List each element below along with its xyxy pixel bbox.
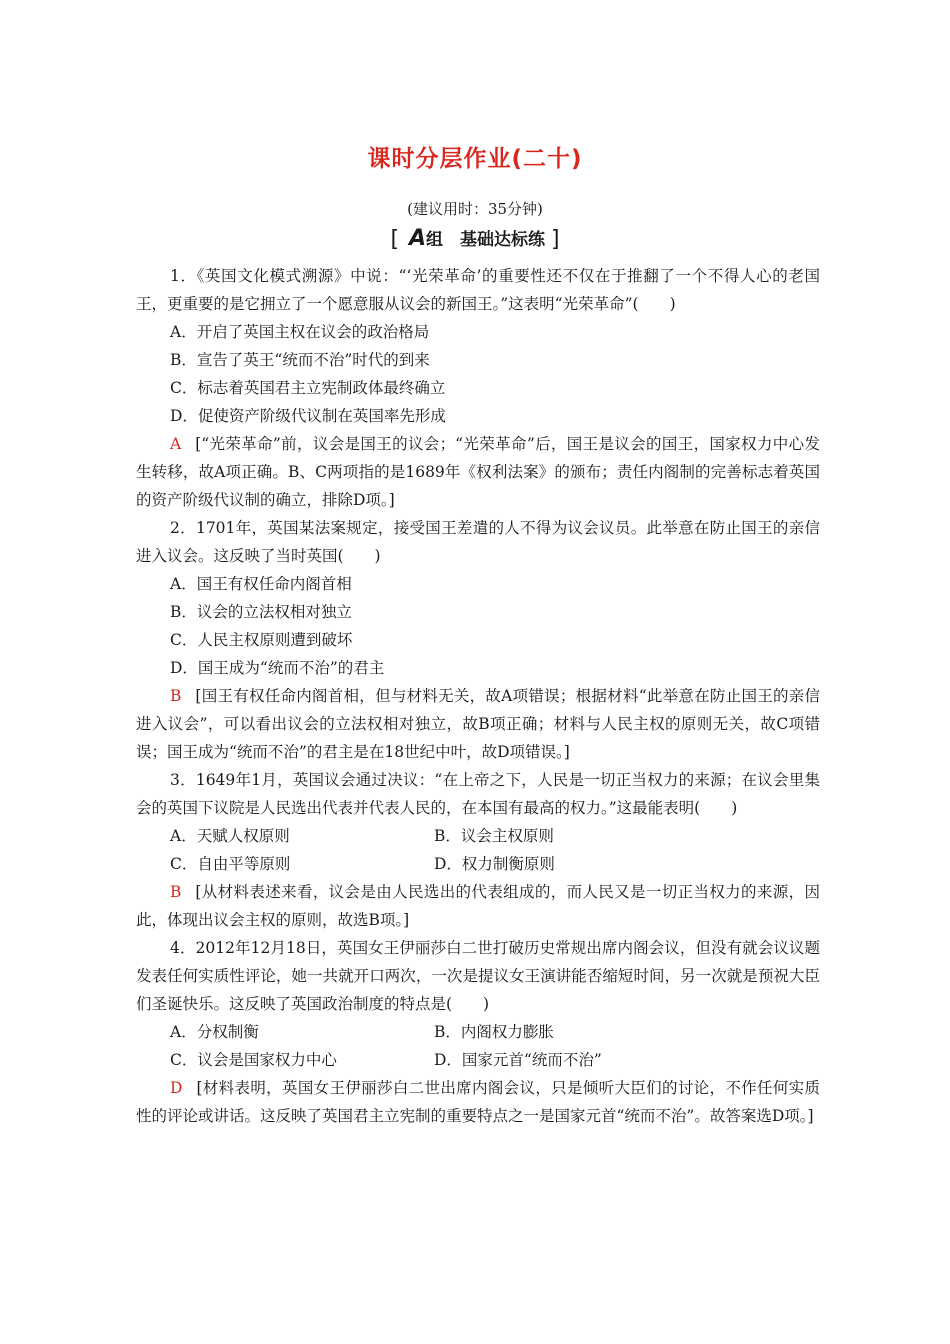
option-row bbox=[136, 822, 820, 850]
answer-explanation bbox=[136, 430, 820, 514]
option-d: D．促使资产阶级代议制在英国率先形成 bbox=[170, 407, 446, 425]
answer-letter: D bbox=[170, 1079, 183, 1097]
explanation-text: [“光荣革命”前，议会是国王的议会；“光荣革命”后，国王是议会的国王，国家权力中心发生转移，故A项正确。B、C两项指的是1689年《权利法案》的颁布；责任内阁制的完善标志着英国的资产阶级代议制的确立，排除D项。] bbox=[136, 435, 820, 509]
section-heading bbox=[0, 225, 950, 252]
option-a: A．分权制衡 bbox=[170, 1023, 259, 1041]
question-2 bbox=[136, 514, 820, 766]
answer-letter: A bbox=[170, 435, 182, 453]
section-label: 组 基础达标练 bbox=[426, 230, 546, 250]
option-d: D．国王成为“统而不治”的君主 bbox=[170, 659, 385, 677]
answer-letter: B bbox=[170, 687, 182, 705]
explanation-text: [材料表明，英国女王伊丽莎白二世出席内阁会议，只是倾听大臣们的讨论，不作任何实质性的评论或讲话。这反映了英国君主立宪制的重要特点之一是国家元首“统而不治”。故答案选D项。] bbox=[136, 1079, 820, 1125]
option-row bbox=[136, 1018, 820, 1046]
option-b: B．内阁权力膨胀 bbox=[434, 1023, 554, 1041]
answer-explanation bbox=[136, 878, 820, 934]
option-a: A．开启了英国主权在议会的政治格局 bbox=[170, 323, 430, 341]
question-stem: 2．1701年，英国某法案规定，接受国王差遣的人不得为议会议员。此举意在防止国王的亲信进入议会。这反映了当时英国( ) bbox=[136, 519, 820, 565]
question-3 bbox=[136, 766, 820, 934]
option-c: C．议会是国家权力中心 bbox=[170, 1051, 337, 1069]
explanation-text: [国王有权任命内阁首相，但与材料无关，故A项错误；根据材料“此举意在防止国王的亲信进入议会”，可以看出议会的立法权相对独立，故B项正确；材料与人民主权的原则无关，故C项错误；国王成为“统而不治”的君主是在18世纪中叶，故D项错误。] bbox=[136, 687, 820, 761]
explanation-text: [从材料表述来看，议会是由人民选出的代表组成的，而人民又是一切正当权力的来源，因此，体现出议会主权的原则，故选B项。] bbox=[136, 883, 820, 929]
page-title: 课时分层作业(二十) bbox=[367, 146, 583, 172]
answer-explanation bbox=[136, 682, 820, 766]
section-letter: A bbox=[408, 226, 427, 251]
option-c: C．标志着英国君主立宪制政体最终确立 bbox=[170, 379, 446, 397]
option-a: A．国王有权任命内阁首相 bbox=[170, 575, 352, 593]
question-stem: 3．1649年1月，英国议会通过决议：“在上帝之下，人民是一切正当权力的来源；在议会里集会的英国下议院是人民选出代表并代表人民的，在本国有最高的权力。”这最能表明( ) bbox=[136, 771, 820, 817]
option-c: C．自由平等原则 bbox=[170, 855, 291, 873]
option-row bbox=[136, 850, 820, 878]
option-a: A．天赋人权原则 bbox=[170, 827, 290, 845]
question-1 bbox=[136, 262, 820, 514]
answer-letter: B bbox=[170, 883, 182, 901]
option-b: B．议会主权原则 bbox=[434, 827, 554, 845]
option-c: C．人民主权原则遭到破坏 bbox=[170, 631, 353, 649]
time-suggestion: (建议用时：35分钟) bbox=[407, 200, 543, 218]
option-b: B．议会的立法权相对独立 bbox=[170, 603, 352, 621]
question-list bbox=[136, 262, 820, 1130]
option-d: D．权力制衡原则 bbox=[434, 855, 555, 873]
answer-explanation bbox=[136, 1074, 820, 1130]
question-stem: 1．《英国文化模式溯源》中说：“‘光荣革命’的重要性还不仅在于推翻了一个不得人心的老国王，更重要的是它拥立了一个愿意服从议会的新国王。”这表明“光荣革命”( ) bbox=[136, 267, 820, 313]
question-stem: 4．2012年12月18日，英国女王伊丽莎白二世打破历史常规出席内阁会议，但没有就会议议题发表任何实质性评论，她一共就开口两次，一次是提议女王演讲能否缩短时间，另一次就是预祝大臣们圣诞快乐。这反映了英国政治制度的特点是( ) bbox=[136, 939, 820, 1013]
option-d: D．国家元首“统而不治” bbox=[434, 1051, 602, 1069]
section-bracket-left: [ bbox=[390, 227, 400, 252]
option-b: B．宣告了英王“统而不治”时代的到来 bbox=[170, 351, 430, 369]
question-4 bbox=[136, 934, 820, 1130]
section-bracket-right: ] bbox=[550, 227, 560, 252]
option-row bbox=[136, 1046, 820, 1074]
